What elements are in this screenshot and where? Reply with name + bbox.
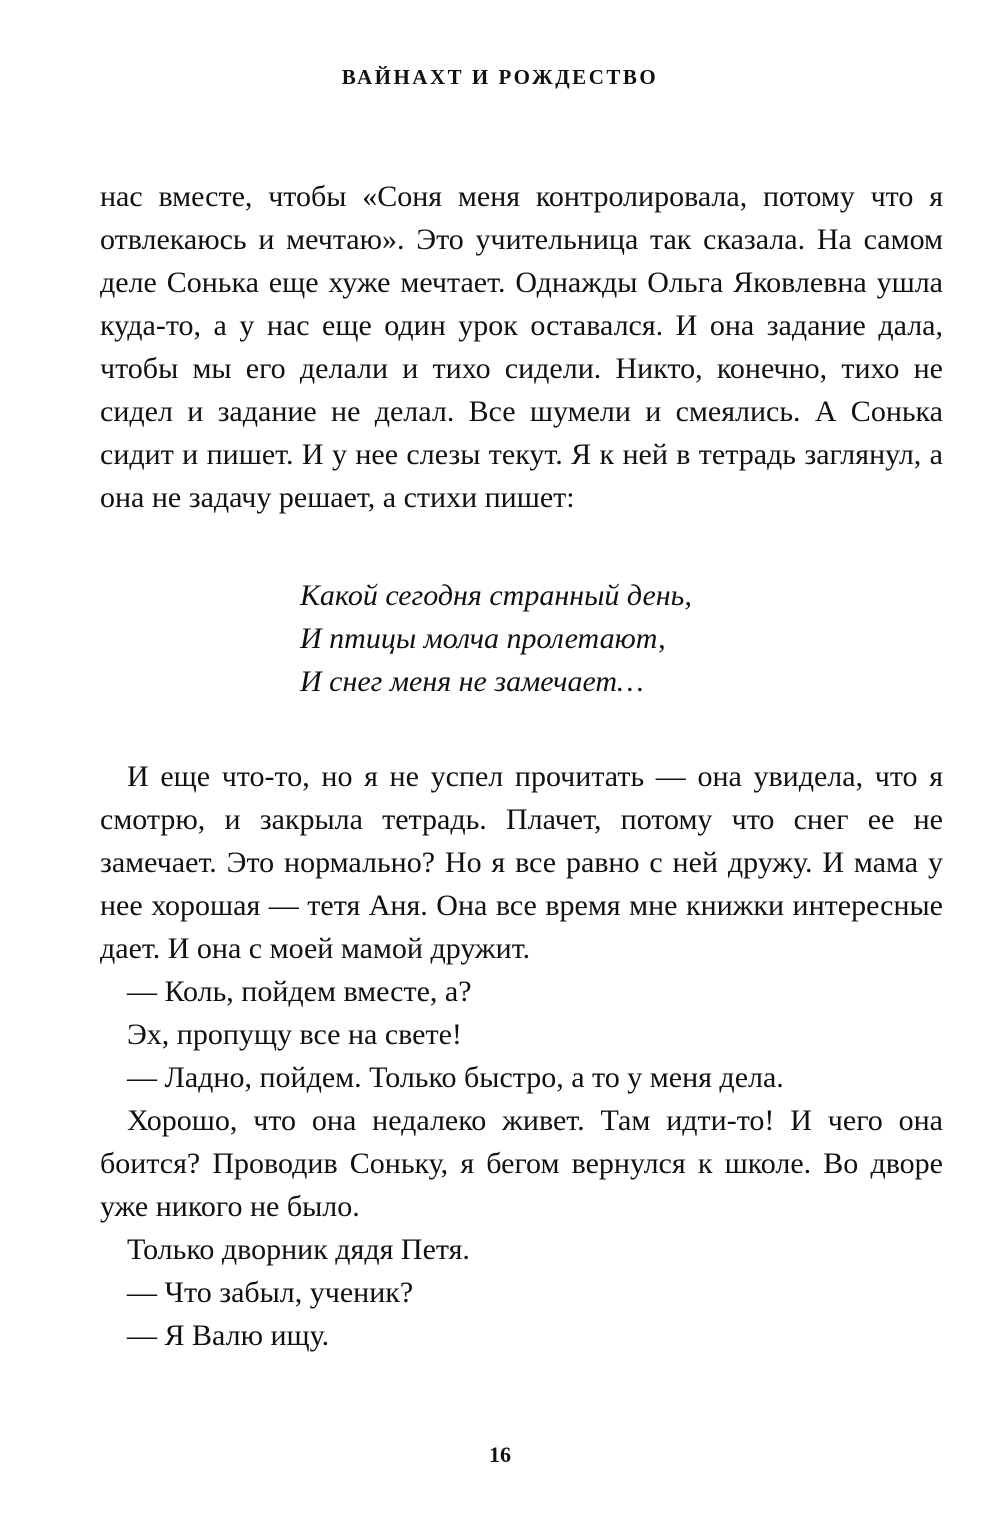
paragraph-5: Только дворник дядя Петя. (127, 1233, 470, 1266)
poem-line-3: И снег меня не замечает… (300, 665, 644, 698)
dialogue-line-4: — Я Валю ищу. (127, 1319, 330, 1352)
dialogue-line-3: — Что забыл, ученик? (127, 1276, 414, 1309)
poem-line-2: И птицы молча пролетают, (300, 622, 666, 655)
running-header-title: ВАЙНАХТ И РОЖДЕСТВО (341, 65, 659, 89)
paragraph-1: нас вместе, чтобы «Соня меня контролировала, потому что я отвлекаюсь и мечтаю». Это учительница так сказала. На самом деле Сонька еще хуже мечтает. Однажды Ольга Яковлевна ушла куда-то, а у нас еще один урок оставался. И она задание дала, чтобы мы его делали и тихо сидели. Никто, конечно, тихо не сидел и задание не делал. Все шумели и смеялись. А Сонька сидит и пишет. И у нее слезы текут. Я к ней в тетрадь заглянул, а она не задачу решает, а стихи пишет: (100, 180, 943, 514)
body-text (100, 175, 943, 1357)
poem-line-1: Какой сегодня странный день, (300, 579, 692, 612)
poem-block (300, 574, 943, 703)
paragraph-2: И еще что-то, но я не успел прочитать — она увидела, что я смотрю, и закрыла тетрадь. Плачет, потому что снег ее не замечает. Это нормально? Но я все равно с ней дружу. И мама у нее хорошая — тетя Аня. Она все время мне книжки интересные дает. И она с моей мамой дружит. (100, 760, 943, 965)
paragraph-3: Эх, пропущу все на свете! (127, 1018, 462, 1051)
page-number: 16 (489, 1442, 511, 1467)
paragraph-4: Хорошо, что она недалеко живет. Там идти-то! И чего она боится? Проводив Соньку, я бегом вернулся к школе. Во дворе уже никого не было. (100, 1104, 943, 1223)
dialogue-line-2: — Ладно, пойдем. Только быстро, а то у меня дела. (127, 1061, 784, 1094)
dialogue-line-1: — Коль, пойдем вместе, а? (127, 975, 472, 1008)
